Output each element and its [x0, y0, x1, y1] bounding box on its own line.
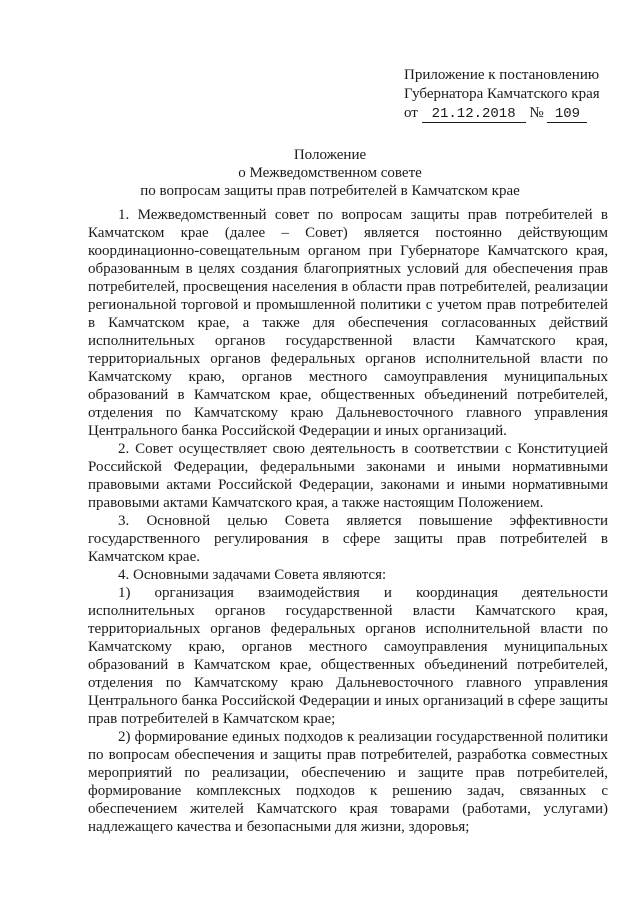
decree-date: 21.12.2018: [422, 107, 526, 123]
title-line-2: о Межведомственном совете: [238, 165, 422, 181]
document-body: [88, 206, 608, 836]
paragraph-3: 3. Основной целью Совета является повышение эффективности государственного регулирования в сфере защиты прав потребителей в Камчатском крае.: [88, 513, 608, 565]
decree-number: 109: [547, 107, 587, 123]
title-line-3: по вопросам защиты прав потребителей в Камчатском крае: [140, 183, 520, 199]
title-line-1: Положение: [293, 147, 367, 163]
header-line-3: [404, 104, 614, 123]
number-label: №: [529, 105, 544, 121]
paragraph-2: 2. Совет осуществляет свою деятельность в соответствии с Конституцией Российской Федерации, федеральными законами и иными нормативными правовыми актами Российской Федерации, законами и иными нормативными правовыми актами Камчатского края, а также настоящим Положением.: [88, 441, 608, 511]
document-title: [60, 146, 600, 200]
list-item-2: 2) формирование единых подходов к реализации государственной политики по вопросам обеспечения и защиты прав потребителей, разработка совместных мероприятий по реализации, обеспечению и защите прав потребителей, формирование комплексных подходов к решению задач, связанных с обеспечением жителей Камчатского края товарами (работами, услугами) надлежащего качества и безопасными для жизни, здоровья;: [88, 729, 608, 835]
paragraph-4: 4. Основными задачами Совета являются:: [118, 567, 387, 583]
appendix-header: [404, 66, 614, 123]
header-line-2: Губернатора Камчатского края: [404, 86, 600, 102]
from-label: от: [404, 105, 418, 121]
list-item-1: 1) организация взаимодействия и координация деятельности исполнительных органов государственной власти Камчатского края, территориальных органов федеральных органов исполнительной власти по Камчатскому краю, органов местного самоуправления муниципальных образований в Камчатском крае, общественных объединений потребителей, отделения по Камчатскому краю Дальневосточного главного управления Центрального банка Российской Федерации и иных организаций в сфере защиты прав потребителей в Камчатском крае;: [88, 585, 608, 727]
header-line-1: Приложение к постановлению: [404, 67, 600, 83]
paragraph-1: 1. Межведомственный совет по вопросам защиты прав потребителей в Камчатском крае (далее – Совет) является постоянно действующим координационно-совещательным органом при Губернаторе Камчатского края, образованным в целях создания благоприятных условий для обеспечения прав потребителей, просвещения населения в области прав потребителей, реализации региональной торговой и промышленной политики с учетом прав потребителей в Камчатском крае, а также для обеспечения согласованных действий исполнительных органов государственной власти Камчатского края, территориальных органов федеральных органов исполнительной власти по Камчатскому краю, органов местного самоуправления муниципальных образований в Камчатском крае, общественных объединений потребителей, отделения по Камчатскому краю Дальневосточного главного управления Центрального банка Российской Федерации и иных организаций.: [88, 207, 608, 439]
